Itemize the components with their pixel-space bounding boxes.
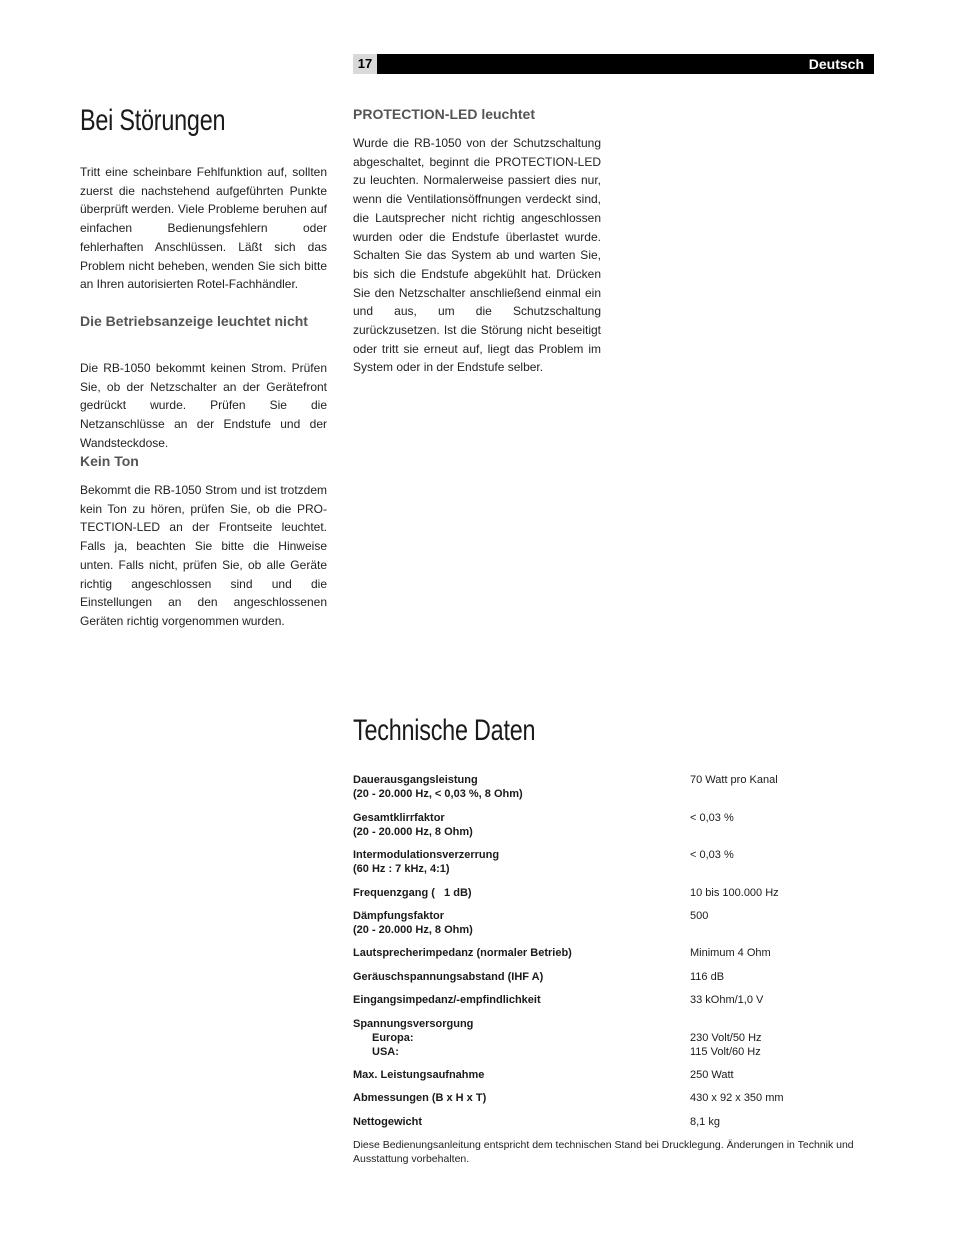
troubleshooting-intro: Tritt eine scheinbare Fehlfunktion auf, sollten zuerst die nachstehend aufgeführten Punkte überprüft werden. Viele Probleme beruhen auf einfachen Bedienungsfehlern oder fehlerhaften Anschlüssen. Läßt sich das Problem nicht beheben, wenden Sie sich bitte an Ihren autorisierten Rotel-Fachhändler.	[80, 165, 327, 292]
spec-label: Lautsprecherimpedanz (normaler Betrieb)	[353, 947, 572, 959]
section-heading-power: Die Betriebsanzeige leuchtet nicht	[80, 313, 308, 329]
spec-value: 8,1 kg	[690, 1116, 720, 1128]
spec-label: Abmessungen (B x H x T)	[353, 1092, 487, 1104]
troubleshooting-title: Bei Störungen	[80, 104, 226, 137]
spec-value: 33 kOhm/1,0 V	[690, 994, 764, 1006]
language-bar: Deutsch	[377, 54, 874, 74]
spec-value: 10 bis 100.000 Hz	[690, 887, 779, 899]
page-number: 17	[353, 54, 377, 74]
section-heading-no-sound: Kein Ton	[80, 453, 139, 469]
specs-title: Technische Daten	[353, 714, 536, 747]
specs-footnote: Diese Bedienungsanleitung entspricht dem technischen Stand bei Drucklegung. Änderungen in Technik und Ausstattung vorbehalten.	[353, 1139, 854, 1165]
spec-label: Dämpfungsfaktor (20 - 20.000 Hz, 8 Ohm)	[353, 910, 473, 936]
spec-label: Dauerausgangsleistung (20 - 20.000 Hz, < 0,03 %, 8 Ohm)	[353, 774, 523, 800]
spec-label: Eingangsimpedanz/-empfindlichkeit	[353, 994, 541, 1006]
spec-label: Gesamtklirrfaktor (20 - 20.000 Hz, 8 Ohm)	[353, 812, 473, 838]
spec-value: 230 Volt/50 Hz 115 Volt/60 Hz	[690, 1032, 762, 1058]
spec-label: Nettogewicht	[353, 1116, 423, 1128]
spec-label: Geräuschspannungsabstand (IHF A)	[353, 971, 544, 983]
section-heading-protection: PROTECTION-LED leuchtet	[353, 106, 536, 122]
section-text-power: Die RB-1050 bekommt keinen Strom. Prüfen Sie, ob der Netzschalter an der Gerätefront gedrückt wurde. Prüfen Sie die Netzanschlüsse an der Endstufe und der Wandsteckdose.	[80, 361, 327, 450]
section-text-protection: Wurde die RB-1050 von der Schutzschaltung abgeschaltet, beginnt die PROTECTION-LED zu leuchten. Normalerweise passiert dies nur, wenn die Ventilationsöffnungen verdeckt sind, die Lautsprecher nicht richtig angeschlossen wurden oder die Endstufe überlastet wurde. Schalten Sie das System ab und warten Sie, bis sich die Endstufe abgekühlt hat. Drücken Sie den Netzschalter anschließend einmal ein und aus, um die Schutzschaltung zurückzusetzen. Ist die Störung nicht beseitigt oder tritt sie erneut auf, liegt das Problem im System oder in der Endstufe selber.	[353, 136, 601, 375]
spec-label: Frequenzgang ( 1 dB)	[353, 887, 472, 899]
spec-label: Max. Leistungsaufnahme	[353, 1069, 485, 1081]
spec-value: 116 dB	[690, 971, 725, 983]
spec-value: < 0,03 %	[690, 849, 734, 861]
spec-value: 430 x 92 x 350 mm	[690, 1092, 784, 1104]
spec-label: Spannungsversorgung Europa: USA:	[353, 1018, 474, 1058]
section-text-no-sound: Bekommt die RB-1050 Strom und ist trotzdem kein Ton zu hören, prüfen Sie, ob die PRO-TECTION-LED an der Frontseite leuchtet. Falls ja, beachten Sie bitte die Hinweise unten. Falls nicht, prüfen Sie, ob alle Geräte richtig angeschlossen sind und die Einstellungen an den angeschlossenen Geräten richtig vorgenommen wurden.	[80, 483, 327, 628]
spec-value: 70 Watt pro Kanal	[690, 774, 778, 786]
spec-value: 500	[690, 910, 709, 922]
spec-label: Intermodulationsverzerrung (60 Hz : 7 kHz, 4:1)	[353, 849, 500, 875]
spec-value: < 0,03 %	[690, 812, 734, 824]
spec-value: Minimum 4 Ohm	[690, 947, 771, 959]
spec-value: 250 Watt	[690, 1069, 734, 1081]
